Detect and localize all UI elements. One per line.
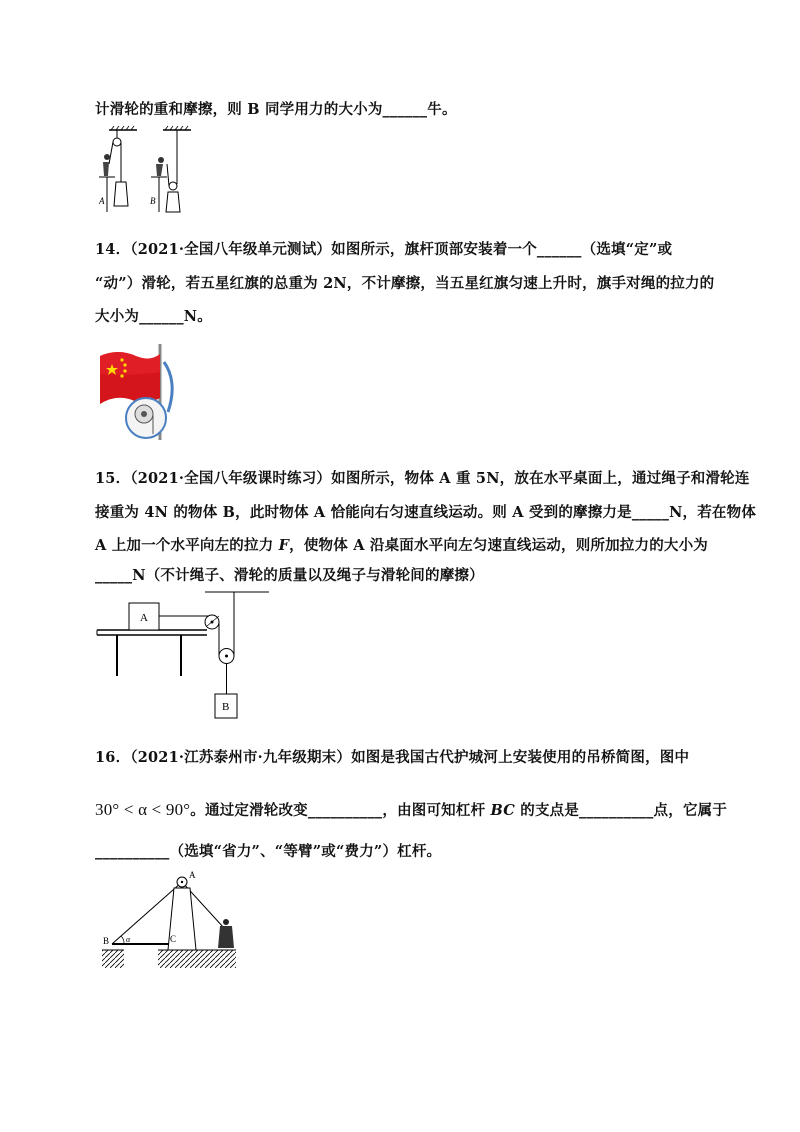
q16-label-a: A — [189, 870, 196, 880]
q15-table-pulley-figure — [95, 588, 275, 724]
q14-flag-figure — [98, 342, 180, 442]
q15-text-line-1: 15．（2021·全国八年级课时练习）如图所示，物体 A 重 5N，放在水平桌面上，通过绳子和滑轮连 — [95, 470, 750, 487]
q14-text-line-1: 14．（2021·全国八年级单元测试）如图所示，旗杆顶部安装着一个______（选填“定”或 — [95, 241, 673, 258]
q16-drawbridge-figure — [100, 868, 240, 972]
q14-text-line-3: 大小为______N。 — [95, 308, 212, 325]
q16-angle-range-math: 30° < α < 90° — [95, 800, 191, 819]
q13-label-a: A — [99, 196, 105, 206]
q15-text-line-4: _____N（不计绳子、滑轮的质量以及绳子与滑轮间的摩擦） — [95, 567, 484, 584]
q16-label-b: B — [103, 936, 110, 946]
q16-text-line-2-a: 。通过定滑轮改变__________，由图可知杠杆 — [190, 802, 491, 819]
q15-text-line-3 — [95, 534, 708, 555]
q14-text-line-2: “动”）滑轮，若五星红旗的总重为 2N，不计摩擦，当五星红旗匀速上升时，旗手对绳的拉力的 — [95, 275, 715, 292]
q15-text-line-3-pre: A 上加一个水平向左的拉力 — [95, 537, 279, 554]
q16-label-c: C — [170, 934, 177, 944]
q13-pulley-figure — [95, 124, 205, 216]
q15-label-a: A — [140, 612, 148, 624]
q16-text-line-2 — [95, 789, 727, 820]
q15-text-line-2: 接重为 4N 的物体 B，此时物体 A 恰能向右匀速直线运动。则 A 受到的摩擦力是_____N，若在物体 — [95, 504, 757, 521]
q16-variable-bc: BC — [490, 802, 515, 819]
q16-text-line-3: __________（选填“省力”、“等臂”或“费力”）杠杆。 — [95, 843, 442, 860]
q16-text-line-2-b: 的支点是__________点，它属于 — [515, 802, 728, 819]
q15-label-b: B — [222, 701, 230, 713]
q13-label-b: B — [150, 196, 156, 206]
q15-variable-f: F — [278, 537, 290, 554]
q16-label-alpha: α — [126, 935, 131, 944]
q13-text-line-1: 计滑轮的重和摩擦，则 B 同学用力的大小为______牛。 — [95, 101, 457, 118]
q16-text-line-1: 16．（2021·江苏泰州市·九年级期末）如图是我国古代护城河上安装使用的吊桥简图，图中 — [95, 749, 690, 766]
q15-text-line-3-post: ，使物体 A 沿桌面水平向左匀速直线运动，则所加拉力的大小为 — [289, 537, 709, 554]
